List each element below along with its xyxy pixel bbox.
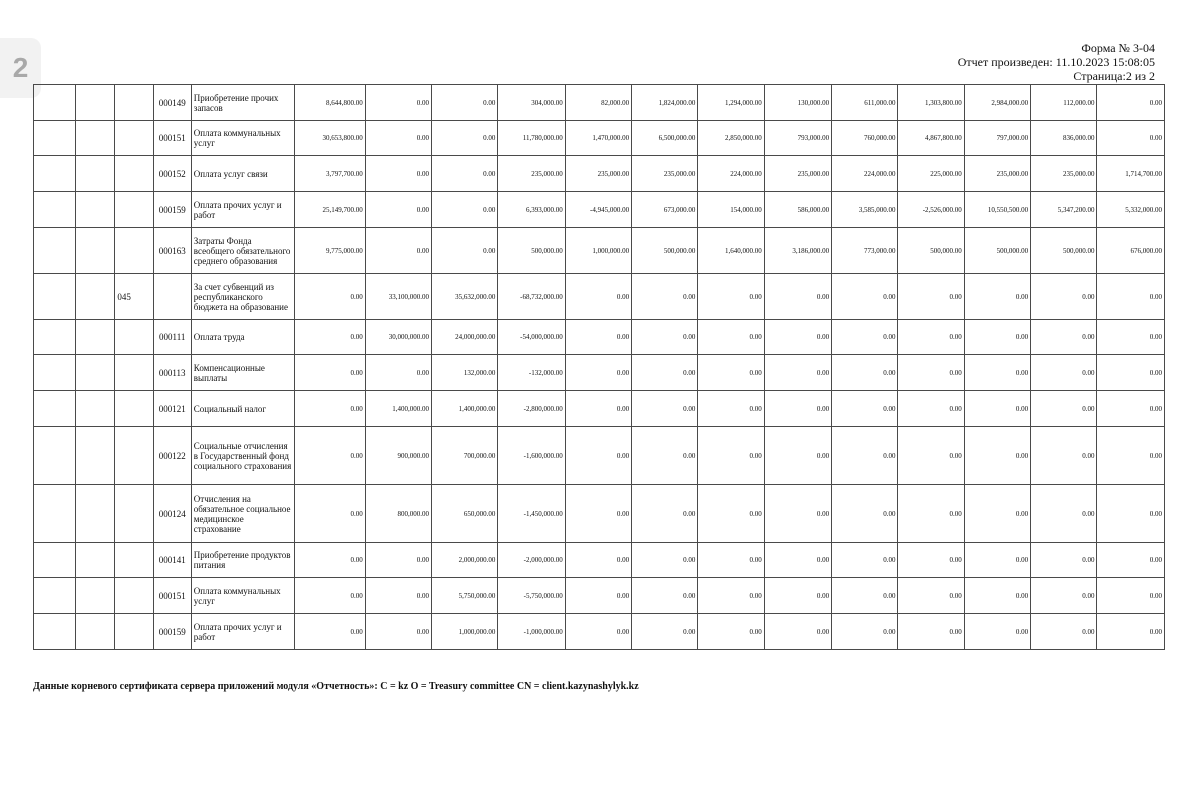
item-name-cell: Отчисления на обязательное социальное медицинское страхование [191, 485, 295, 543]
amount-cell: 500,000.00 [1031, 228, 1097, 274]
amount-cell: 900,000.00 [365, 427, 431, 485]
amount-cell: 0.00 [1031, 427, 1097, 485]
amount-cell: 793,000.00 [764, 121, 831, 156]
amount-cell: 0.00 [764, 355, 831, 391]
empty-cell [34, 274, 76, 320]
report-table-body [34, 85, 1165, 650]
amount-cell: 5,750,000.00 [432, 578, 498, 614]
amount-cell: 0.00 [898, 391, 964, 427]
table-row [34, 485, 1165, 543]
group-code-cell [115, 228, 153, 274]
amount-cell: 0.00 [365, 85, 431, 121]
amount-cell: 1,824,000.00 [632, 85, 698, 121]
specifier-code-cell: 000122 [153, 427, 191, 485]
amount-cell: 0.00 [964, 320, 1030, 355]
amount-cell: 673,000.00 [632, 192, 698, 228]
empty-cell [76, 156, 115, 192]
empty-cell [76, 485, 115, 543]
amount-cell: 304,000.00 [498, 85, 565, 121]
amount-cell: 132,000.00 [432, 355, 498, 391]
empty-cell [34, 320, 76, 355]
amount-cell: 3,797,700.00 [295, 156, 365, 192]
table-row [34, 228, 1165, 274]
amount-cell: 0.00 [698, 274, 764, 320]
amount-cell: 800,000.00 [365, 485, 431, 543]
amount-cell: -1,000,000.00 [498, 614, 565, 650]
empty-cell [34, 427, 76, 485]
amount-cell: 760,000.00 [832, 121, 898, 156]
amount-cell: 0.00 [632, 427, 698, 485]
item-name-cell: Социальные отчисления в Государственный фонд социального страхования [191, 427, 295, 485]
item-name-cell: Приобретение прочих запасов [191, 85, 295, 121]
page-counter: Страница:2 из 2 [1073, 69, 1155, 83]
group-code-cell [115, 320, 153, 355]
amount-cell: 2,850,000.00 [698, 121, 764, 156]
amount-cell: 0.00 [1031, 485, 1097, 543]
empty-cell [34, 228, 76, 274]
amount-cell: 0.00 [832, 355, 898, 391]
amount-cell: 0.00 [1097, 485, 1165, 543]
amount-cell: 0.00 [832, 391, 898, 427]
amount-cell: 30,000,000.00 [365, 320, 431, 355]
amount-cell: 0.00 [365, 614, 431, 650]
amount-cell: 0.00 [632, 485, 698, 543]
empty-cell [34, 192, 76, 228]
amount-cell: 0.00 [565, 355, 631, 391]
group-code-cell [115, 614, 153, 650]
amount-cell: 1,400,000.00 [432, 391, 498, 427]
amount-cell: -1,450,000.00 [498, 485, 565, 543]
amount-cell: 11,780,000.00 [498, 121, 565, 156]
table-row [34, 614, 1165, 650]
amount-cell: 0.00 [432, 85, 498, 121]
amount-cell: 0.00 [1031, 320, 1097, 355]
amount-cell: 0.00 [898, 427, 964, 485]
specifier-code-cell: 000111 [153, 320, 191, 355]
amount-cell: 0.00 [764, 320, 831, 355]
form-number: Форма № 3-04 [1081, 41, 1155, 55]
empty-cell [76, 320, 115, 355]
amount-cell: 0.00 [632, 578, 698, 614]
item-name-cell: Оплата коммунальных услуг [191, 578, 295, 614]
group-code-cell [115, 156, 153, 192]
page-number-badge[interactable]: 2 [0, 38, 41, 98]
amount-cell: 0.00 [295, 427, 365, 485]
amount-cell: 0.00 [898, 274, 964, 320]
amount-cell: 2,984,000.00 [964, 85, 1030, 121]
amount-cell: 235,000.00 [498, 156, 565, 192]
amount-cell: 676,000.00 [1097, 228, 1165, 274]
amount-cell: 3,585,000.00 [832, 192, 898, 228]
specifier-code-cell: 000151 [153, 578, 191, 614]
empty-cell [76, 614, 115, 650]
amount-cell: 1,470,000.00 [565, 121, 631, 156]
empty-cell [34, 614, 76, 650]
item-name-cell: Оплата коммунальных услуг [191, 121, 295, 156]
amount-cell: 0.00 [432, 121, 498, 156]
amount-cell: 8,644,800.00 [295, 85, 365, 121]
amount-cell: 3,186,000.00 [764, 228, 831, 274]
amount-cell: 611,000.00 [832, 85, 898, 121]
table-row [34, 355, 1165, 391]
amount-cell: 224,000.00 [698, 156, 764, 192]
amount-cell: 773,000.00 [832, 228, 898, 274]
amount-cell: 700,000.00 [432, 427, 498, 485]
amount-cell: 30,653,800.00 [295, 121, 365, 156]
group-code-cell [115, 192, 153, 228]
amount-cell: 0.00 [365, 543, 431, 578]
amount-cell: 0.00 [565, 543, 631, 578]
amount-cell: 0.00 [764, 614, 831, 650]
amount-cell: 235,000.00 [565, 156, 631, 192]
empty-cell [34, 355, 76, 391]
table-row [34, 274, 1165, 320]
amount-cell: 0.00 [964, 391, 1030, 427]
empty-cell [34, 391, 76, 427]
amount-cell: 0.00 [764, 274, 831, 320]
amount-cell: 0.00 [295, 614, 365, 650]
amount-cell: 0.00 [565, 614, 631, 650]
amount-cell: 0.00 [764, 543, 831, 578]
group-code-cell [115, 121, 153, 156]
amount-cell: 0.00 [1031, 274, 1097, 320]
amount-cell: 586,000.00 [764, 192, 831, 228]
amount-cell: 0.00 [898, 320, 964, 355]
amount-cell: 0.00 [1031, 355, 1097, 391]
amount-cell: 0.00 [832, 485, 898, 543]
empty-cell [76, 427, 115, 485]
amount-cell: 500,000.00 [898, 228, 964, 274]
empty-cell [34, 578, 76, 614]
table-row [34, 85, 1165, 121]
amount-cell: 0.00 [565, 320, 631, 355]
specifier-code-cell: 000159 [153, 192, 191, 228]
amount-cell: 5,347,200.00 [1031, 192, 1097, 228]
amount-cell: 0.00 [832, 614, 898, 650]
amount-cell: 0.00 [1097, 391, 1165, 427]
empty-cell [76, 274, 115, 320]
amount-cell: 0.00 [632, 320, 698, 355]
amount-cell: 1,303,800.00 [898, 85, 964, 121]
amount-cell: 0.00 [1031, 614, 1097, 650]
amount-cell: 500,000.00 [964, 228, 1030, 274]
amount-cell: 0.00 [698, 320, 764, 355]
amount-cell: 0.00 [832, 578, 898, 614]
amount-cell: 0.00 [698, 578, 764, 614]
amount-cell: 0.00 [565, 578, 631, 614]
group-code-cell [115, 391, 153, 427]
group-code-cell: 045 [115, 274, 153, 320]
amount-cell: 33,100,000.00 [365, 274, 431, 320]
amount-cell: 0.00 [432, 156, 498, 192]
report-timestamp: Отчет произведен: 11.10.2023 15:08:05 [957, 55, 1155, 69]
empty-cell [76, 578, 115, 614]
amount-cell: 24,000,000.00 [432, 320, 498, 355]
amount-cell: 0.00 [964, 485, 1030, 543]
amount-cell: 0.00 [565, 391, 631, 427]
table-row [34, 192, 1165, 228]
group-code-cell [115, 427, 153, 485]
amount-cell: 1,000,000.00 [432, 614, 498, 650]
amount-cell: 0.00 [295, 391, 365, 427]
amount-cell: 0.00 [698, 543, 764, 578]
specifier-code-cell: 000163 [153, 228, 191, 274]
amount-cell: 154,000.00 [698, 192, 764, 228]
empty-cell [34, 156, 76, 192]
amount-cell: 0.00 [698, 427, 764, 485]
item-name-cell: Оплата труда [191, 320, 295, 355]
item-name-cell: Затраты Фонда всеобщего обязательного среднего образования [191, 228, 295, 274]
amount-cell: 0.00 [365, 355, 431, 391]
group-code-cell [115, 578, 153, 614]
amount-cell: 0.00 [764, 427, 831, 485]
empty-cell [34, 543, 76, 578]
amount-cell: 0.00 [832, 274, 898, 320]
amount-cell: 6,500,000.00 [632, 121, 698, 156]
amount-cell: 235,000.00 [632, 156, 698, 192]
amount-cell: 1,000,000.00 [565, 228, 631, 274]
amount-cell: 0.00 [295, 485, 365, 543]
amount-cell: 0.00 [365, 192, 431, 228]
amount-cell: 0.00 [1097, 85, 1165, 121]
table-row [34, 427, 1165, 485]
item-name-cell: Компенсационные выплаты [191, 355, 295, 391]
amount-cell: 0.00 [764, 578, 831, 614]
empty-cell [76, 543, 115, 578]
amount-cell: 130,000.00 [764, 85, 831, 121]
amount-cell: -54,000,000.00 [498, 320, 565, 355]
amount-cell: 0.00 [698, 355, 764, 391]
amount-cell: 2,000,000.00 [432, 543, 498, 578]
amount-cell: 0.00 [1031, 578, 1097, 614]
empty-cell [76, 192, 115, 228]
amount-cell: 0.00 [1097, 427, 1165, 485]
amount-cell: 0.00 [964, 427, 1030, 485]
amount-cell: 0.00 [698, 485, 764, 543]
empty-cell [34, 485, 76, 543]
amount-cell: 0.00 [632, 543, 698, 578]
empty-cell [76, 355, 115, 391]
amount-cell: 0.00 [295, 274, 365, 320]
amount-cell: 0.00 [964, 614, 1030, 650]
item-name-cell: Оплата прочих услуг и работ [191, 614, 295, 650]
specifier-code-cell: 000113 [153, 355, 191, 391]
amount-cell: 5,332,000.00 [1097, 192, 1165, 228]
amount-cell: 235,000.00 [964, 156, 1030, 192]
amount-cell: 1,640,000.00 [698, 228, 764, 274]
amount-cell: -68,732,000.00 [498, 274, 565, 320]
amount-cell: 1,294,000.00 [698, 85, 764, 121]
amount-cell: -4,945,000.00 [565, 192, 631, 228]
specifier-code-cell: 000121 [153, 391, 191, 427]
table-row [34, 320, 1165, 355]
amount-cell: 0.00 [1097, 121, 1165, 156]
amount-cell: 650,000.00 [432, 485, 498, 543]
amount-cell: 0.00 [632, 355, 698, 391]
amount-cell: 10,550,500.00 [964, 192, 1030, 228]
empty-cell [76, 85, 115, 121]
amount-cell: 0.00 [898, 355, 964, 391]
amount-cell: 0.00 [698, 614, 764, 650]
amount-cell: 836,000.00 [1031, 121, 1097, 156]
item-name-cell: Приобретение продуктов питания [191, 543, 295, 578]
amount-cell: 9,775,000.00 [295, 228, 365, 274]
amount-cell: 1,400,000.00 [365, 391, 431, 427]
certificate-footer: Данные корневого сертификата сервера приложений модуля «Отчетность»: C = kz O = Treasury committee CN = client.kazynashylyk.kz [33, 681, 639, 692]
amount-cell: 0.00 [1097, 320, 1165, 355]
amount-cell: 500,000.00 [632, 228, 698, 274]
amount-cell: 0.00 [898, 614, 964, 650]
amount-cell: 0.00 [1097, 578, 1165, 614]
amount-cell: 500,000.00 [498, 228, 565, 274]
amount-cell: 82,000.00 [565, 85, 631, 121]
amount-cell: 0.00 [832, 320, 898, 355]
item-name-cell: Оплата прочих услуг и работ [191, 192, 295, 228]
amount-cell: 0.00 [964, 274, 1030, 320]
amount-cell: -5,750,000.00 [498, 578, 565, 614]
amount-cell: 0.00 [565, 274, 631, 320]
amount-cell: 0.00 [565, 427, 631, 485]
amount-cell: -2,526,000.00 [898, 192, 964, 228]
amount-cell: 0.00 [698, 391, 764, 427]
amount-cell: 4,867,800.00 [898, 121, 964, 156]
amount-cell: 0.00 [632, 391, 698, 427]
amount-cell: -132,000.00 [498, 355, 565, 391]
amount-cell: 0.00 [565, 485, 631, 543]
group-code-cell [115, 355, 153, 391]
amount-cell: 225,000.00 [898, 156, 964, 192]
table-row [34, 121, 1165, 156]
group-code-cell [115, 85, 153, 121]
amount-cell: 0.00 [898, 485, 964, 543]
item-name-cell: Социальный налог [191, 391, 295, 427]
amount-cell: 0.00 [365, 156, 431, 192]
specifier-code-cell: 000151 [153, 121, 191, 156]
table-row [34, 578, 1165, 614]
empty-cell [34, 121, 76, 156]
amount-cell: 235,000.00 [764, 156, 831, 192]
report-header [958, 41, 1155, 83]
empty-cell [76, 228, 115, 274]
amount-cell: 1,714,700.00 [1097, 156, 1165, 192]
specifier-code-cell: 000124 [153, 485, 191, 543]
amount-cell: 224,000.00 [832, 156, 898, 192]
amount-cell: 0.00 [764, 391, 831, 427]
group-code-cell [115, 543, 153, 578]
amount-cell: 0.00 [832, 427, 898, 485]
table-row [34, 156, 1165, 192]
amount-cell: 35,632,000.00 [432, 274, 498, 320]
amount-cell: 0.00 [1097, 274, 1165, 320]
amount-cell: 0.00 [964, 578, 1030, 614]
amount-cell: 0.00 [295, 578, 365, 614]
empty-cell [76, 391, 115, 427]
amount-cell: 0.00 [1097, 614, 1165, 650]
amount-cell: 0.00 [632, 274, 698, 320]
amount-cell: 0.00 [365, 121, 431, 156]
specifier-code-cell: 000149 [153, 85, 191, 121]
amount-cell: 0.00 [832, 543, 898, 578]
table-row [34, 391, 1165, 427]
amount-cell: 235,000.00 [1031, 156, 1097, 192]
amount-cell: 0.00 [964, 543, 1030, 578]
item-name-cell: Оплата услуг связи [191, 156, 295, 192]
amount-cell: -2,800,000.00 [498, 391, 565, 427]
empty-cell [34, 85, 76, 121]
item-name-cell: За счет субвенций из республиканского бюджета на образование [191, 274, 295, 320]
amount-cell: 797,000.00 [964, 121, 1030, 156]
amount-cell: 0.00 [1097, 355, 1165, 391]
group-code-cell [115, 485, 153, 543]
amount-cell: 0.00 [898, 578, 964, 614]
amount-cell: -1,600,000.00 [498, 427, 565, 485]
amount-cell: 0.00 [1031, 391, 1097, 427]
amount-cell: 0.00 [365, 228, 431, 274]
specifier-code-cell [153, 274, 191, 320]
amount-cell: 0.00 [632, 614, 698, 650]
amount-cell: 0.00 [898, 543, 964, 578]
budget-report-table [33, 84, 1165, 650]
amount-cell: 0.00 [295, 543, 365, 578]
amount-cell: 25,149,700.00 [295, 192, 365, 228]
specifier-code-cell: 000141 [153, 543, 191, 578]
amount-cell: 112,000.00 [1031, 85, 1097, 121]
amount-cell: 6,393,000.00 [498, 192, 565, 228]
amount-cell: 0.00 [432, 192, 498, 228]
amount-cell: 0.00 [964, 355, 1030, 391]
amount-cell: 0.00 [365, 578, 431, 614]
amount-cell: -2,000,000.00 [498, 543, 565, 578]
amount-cell: 0.00 [432, 228, 498, 274]
amount-cell: 0.00 [295, 355, 365, 391]
amount-cell: 0.00 [764, 485, 831, 543]
specifier-code-cell: 000152 [153, 156, 191, 192]
amount-cell: 0.00 [295, 320, 365, 355]
specifier-code-cell: 000159 [153, 614, 191, 650]
amount-cell: 0.00 [1031, 543, 1097, 578]
empty-cell [76, 121, 115, 156]
table-row [34, 543, 1165, 578]
amount-cell: 0.00 [1097, 543, 1165, 578]
